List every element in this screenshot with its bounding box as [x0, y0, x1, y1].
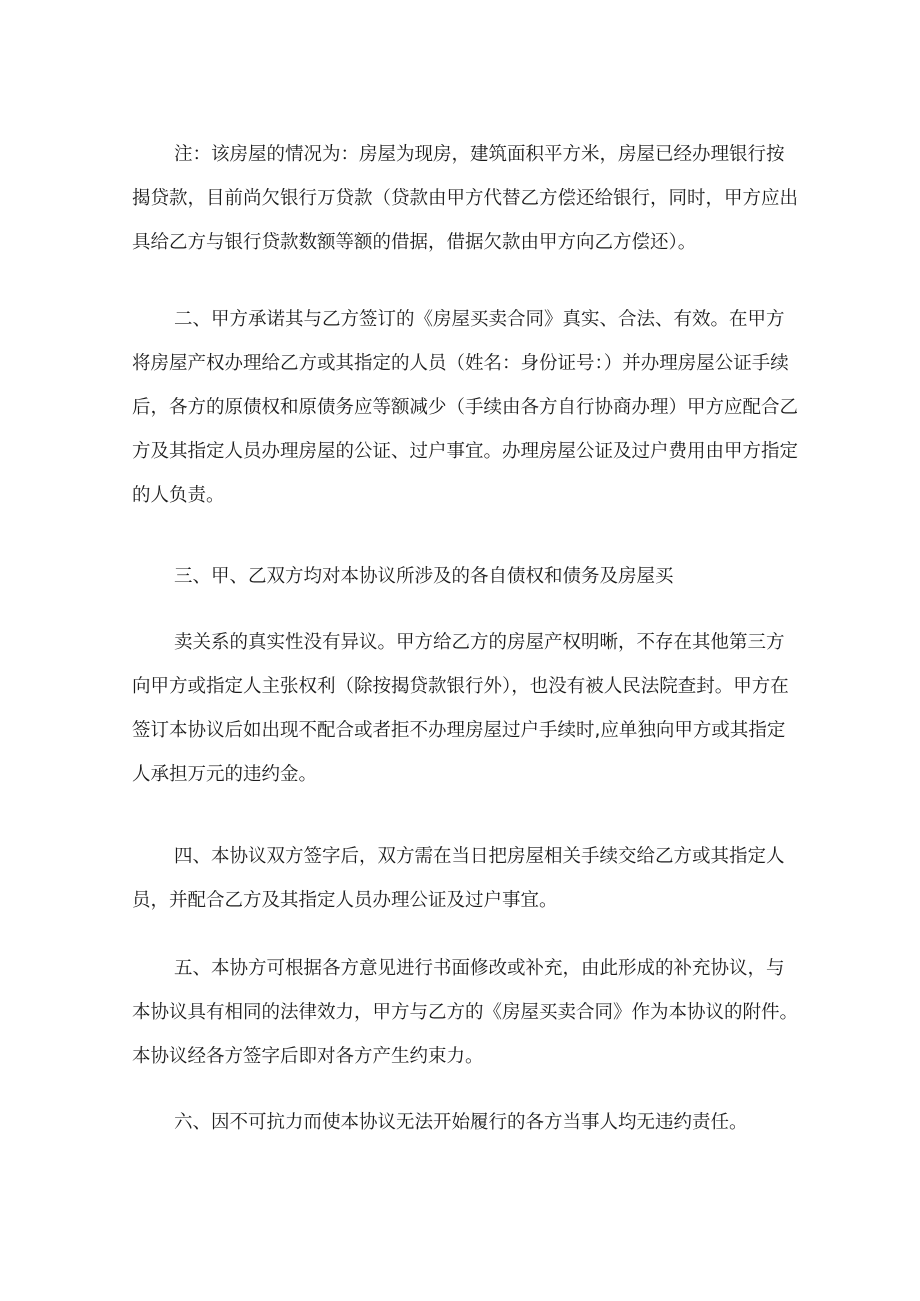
clause-6-paragraph: 六、因不可抗力而使本协议无法开始履行的各方当事人均无违约责任。 [174, 1112, 748, 1133]
clause-4-paragraph: 四、本协议双方签字后，双方需在当日把房屋相关手续交给乙方或其指定人员，并配合乙方及其指定人员办理公证及过户事宜。 [132, 846, 785, 911]
clause-2-paragraph: 二、甲方承诺其与乙方签订的《房屋买卖合同》真实、合法、有效。在甲方将房屋产权办理给乙方或其指定的人员（姓名：身份证号：）并办理房屋公证手续后，各方的原债权和原债务应等额减少（手续由各方自行协商办理）甲方应配合乙方及其指定人员办理房屋的公证、过户事宜。办理房屋公证及过户费用由甲方指定的人负责。 [132, 309, 799, 506]
clause-5-paragraph: 五、本协方可根据各方意见进行书面修改或补充，由此形成的补充协议，与本协议具有相同的法律效力，甲方与乙方的《房屋买卖合同》作为本协议的附件。本协议经各方签字后即对各方产生约束力。 [132, 958, 799, 1067]
note-paragraph: 注：该房屋的情况为：房屋为现房，建筑面积平方米，房屋已经办理银行按揭贷款，目前尚欠银行万贷款（贷款由甲方代替乙方偿还给银行，同时，甲方应出具给乙方与银行贷款数额等额的借据，借据欠款由甲方向乙方偿还）。 [132, 144, 799, 253]
clause-3-body-paragraph: 卖关系的真实性没有异议。甲方给乙方的房屋产权明晰，不存在其他第三方向甲方或指定人主张权利（除按揭贷款银行外），也没有被人民法院查封。甲方在签订本协议后如出现不配合或者拒不办理房屋过户手续时,应单独向甲方或其指定人承担万元的违约金。 [132, 632, 789, 785]
clause-3-heading-line: 三、甲、乙双方均对本协议所涉及的各自债权和债务及房屋买 [174, 566, 674, 587]
